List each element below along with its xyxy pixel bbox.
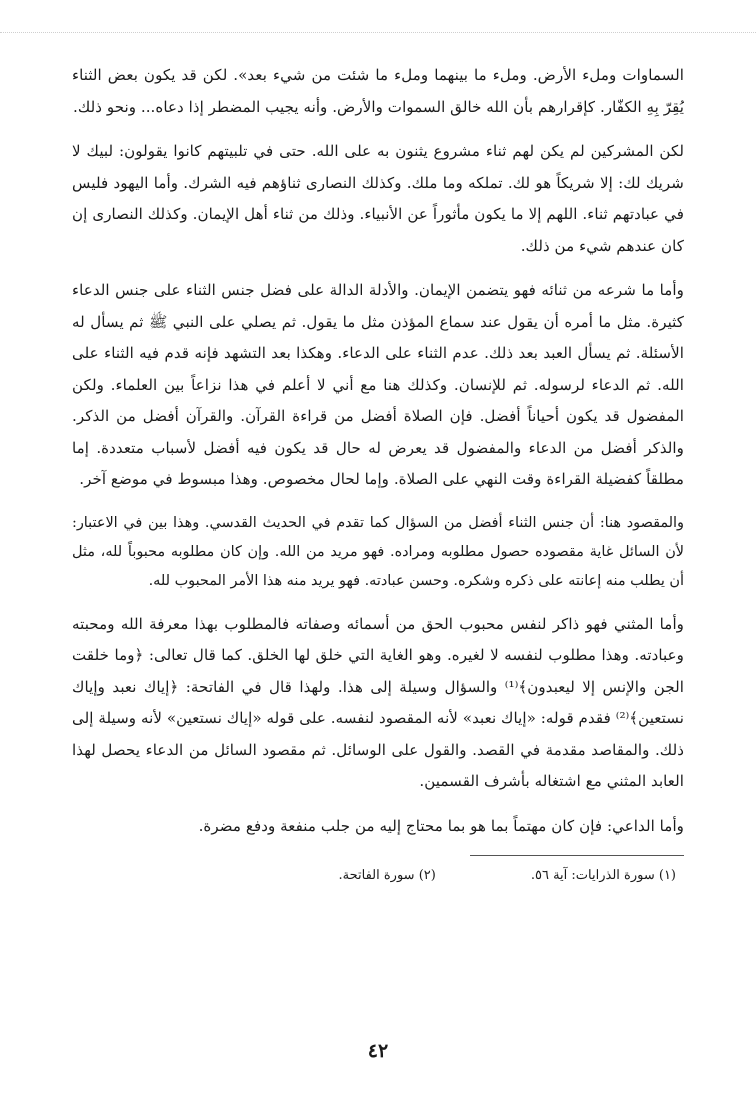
paragraph-3: وأما ما شرعه من ثنائه فهو يتضمن الإيمان. والأدلة الدالة على فضل جنس الثناء على جنس الدعاء كثيرة. مثل ما أمره أن يقول عند سماع المؤذن مثل ما يقول. ثم يصلي على النبي ﷺ ثم يسأل له الأسئلة. ثم يسأل العبد بعد ذلك. عدم الثناء على الدعاء. وهكذا بعد التشهد فإنه قدم فيه الثناء على الله. ثم الدعاء لرسوله. ثم للإنسان. وكذلك هنا مع أني لا أعلم في هذا نزاعاً بين العلماء. ولكن المفضول قد يكون أحياناً أفضل. فإن الصلاة أفضل من قراءة القرآن. والقرآن أفضل من الذكر. والذكر أفضل من الدعاء والمفضول قد يعرض له حال قد يكون فيه أفضل لأسباب متعددة. إما مطلقاً كفضيلة القراءة وقت النهي على الصلاة. وإما لحال مخصوص. وهذا مبسوط في موضع آخر. xyxy=(72,281,684,488)
page-body xyxy=(72,60,684,883)
paragraph-4: والمقصود هنا: أن جنس الثناء أفضل من السؤال كما تقدم في الحديث القدسي. وهذا بين في الاعتبار: لأن السائل غاية مقصوده حصول مطلوبه ومراده. فهو مريد من الله. وإن كان مطلوبه محبوباً لله، مثل أن يطلب منه إعانته على ذكره وشكره. وحسن عبادته. فهو يريد منه هذا الأمر المحبوب لله. xyxy=(72,514,684,589)
scan-border xyxy=(0,32,756,33)
footnote-separator xyxy=(470,855,684,856)
paragraph-6: وأما الداعي: فإن كان مهتماً بما هو بما محتاج إليه من جلب منفعة ودفع مضرة. xyxy=(198,816,684,835)
paragraph-1: السماوات وملء الأرض. وملء ما بينهما وملء ما شئت من شيء بعد». لكن قد يكون بعض الثناء يُقِرّ بِهِ الكفّار. كإقرارهم بأن الله خالق السموات والأرض. وأنه يجيب المضطر إذا دعاه... ونحو ذلك. xyxy=(72,66,684,116)
footnote-2: (٢) سورة الفاتحة. xyxy=(338,868,436,883)
paragraph-5: وأما المثني فهو ذاكر لنفس محبوب الحق من أسمائه وصفاته فالمطلوب بهذا معرفة الله ومحبته وعبادته. وهذا مطلوب لنفسه لا لغيره. وهو الغاية التي خلق لها الخلق. كما قال تعالى: ﴿وما خلقت الجن والإنس إلا ليعبدون﴾⁽¹⁾ والسؤال وسيلة إلى هذا. ولهذا قال في الفاتحة: ﴿إياك نعبد وإياك نستعين﴾⁽²⁾ فقدم قوله: «إياك نعبد» لأنه المقصود لنفسه. على قوله «إياك نستعين» لأنه وسيلة إلى ذلك. والمقاصد مقدمة في القصد. والقول على الوسائل. ثم مقصود السائل من الدعاء يحصل لهذا العابد المثني مع اشتغاله بأشرف القسمين. xyxy=(72,614,684,790)
footnote-1: (١) سورة الذرايات: آية ٥٦. xyxy=(530,868,676,883)
paragraph-2: لكن المشركين لم يكن لهم ثناء مشروع يثنون به على الله. حتى في تلبيتهم كانوا يقولون: لبيك لا شريك لك: إلا شريكاً هو لك. تملكه وما ملك. وكذلك النصارى ثناؤهم فيه الشرك. وأما اليهود فليس في عبادتهم ثناء. اللهم إلا ما يكون مأثوراً عن الأنبياء. وذلك من ثناء أهل الإيمان. وكذلك النصارى إن كان عندهم شيء من ذلك. xyxy=(72,142,684,255)
page-number: ٤٢ xyxy=(367,1040,389,1062)
footnotes xyxy=(72,868,684,883)
